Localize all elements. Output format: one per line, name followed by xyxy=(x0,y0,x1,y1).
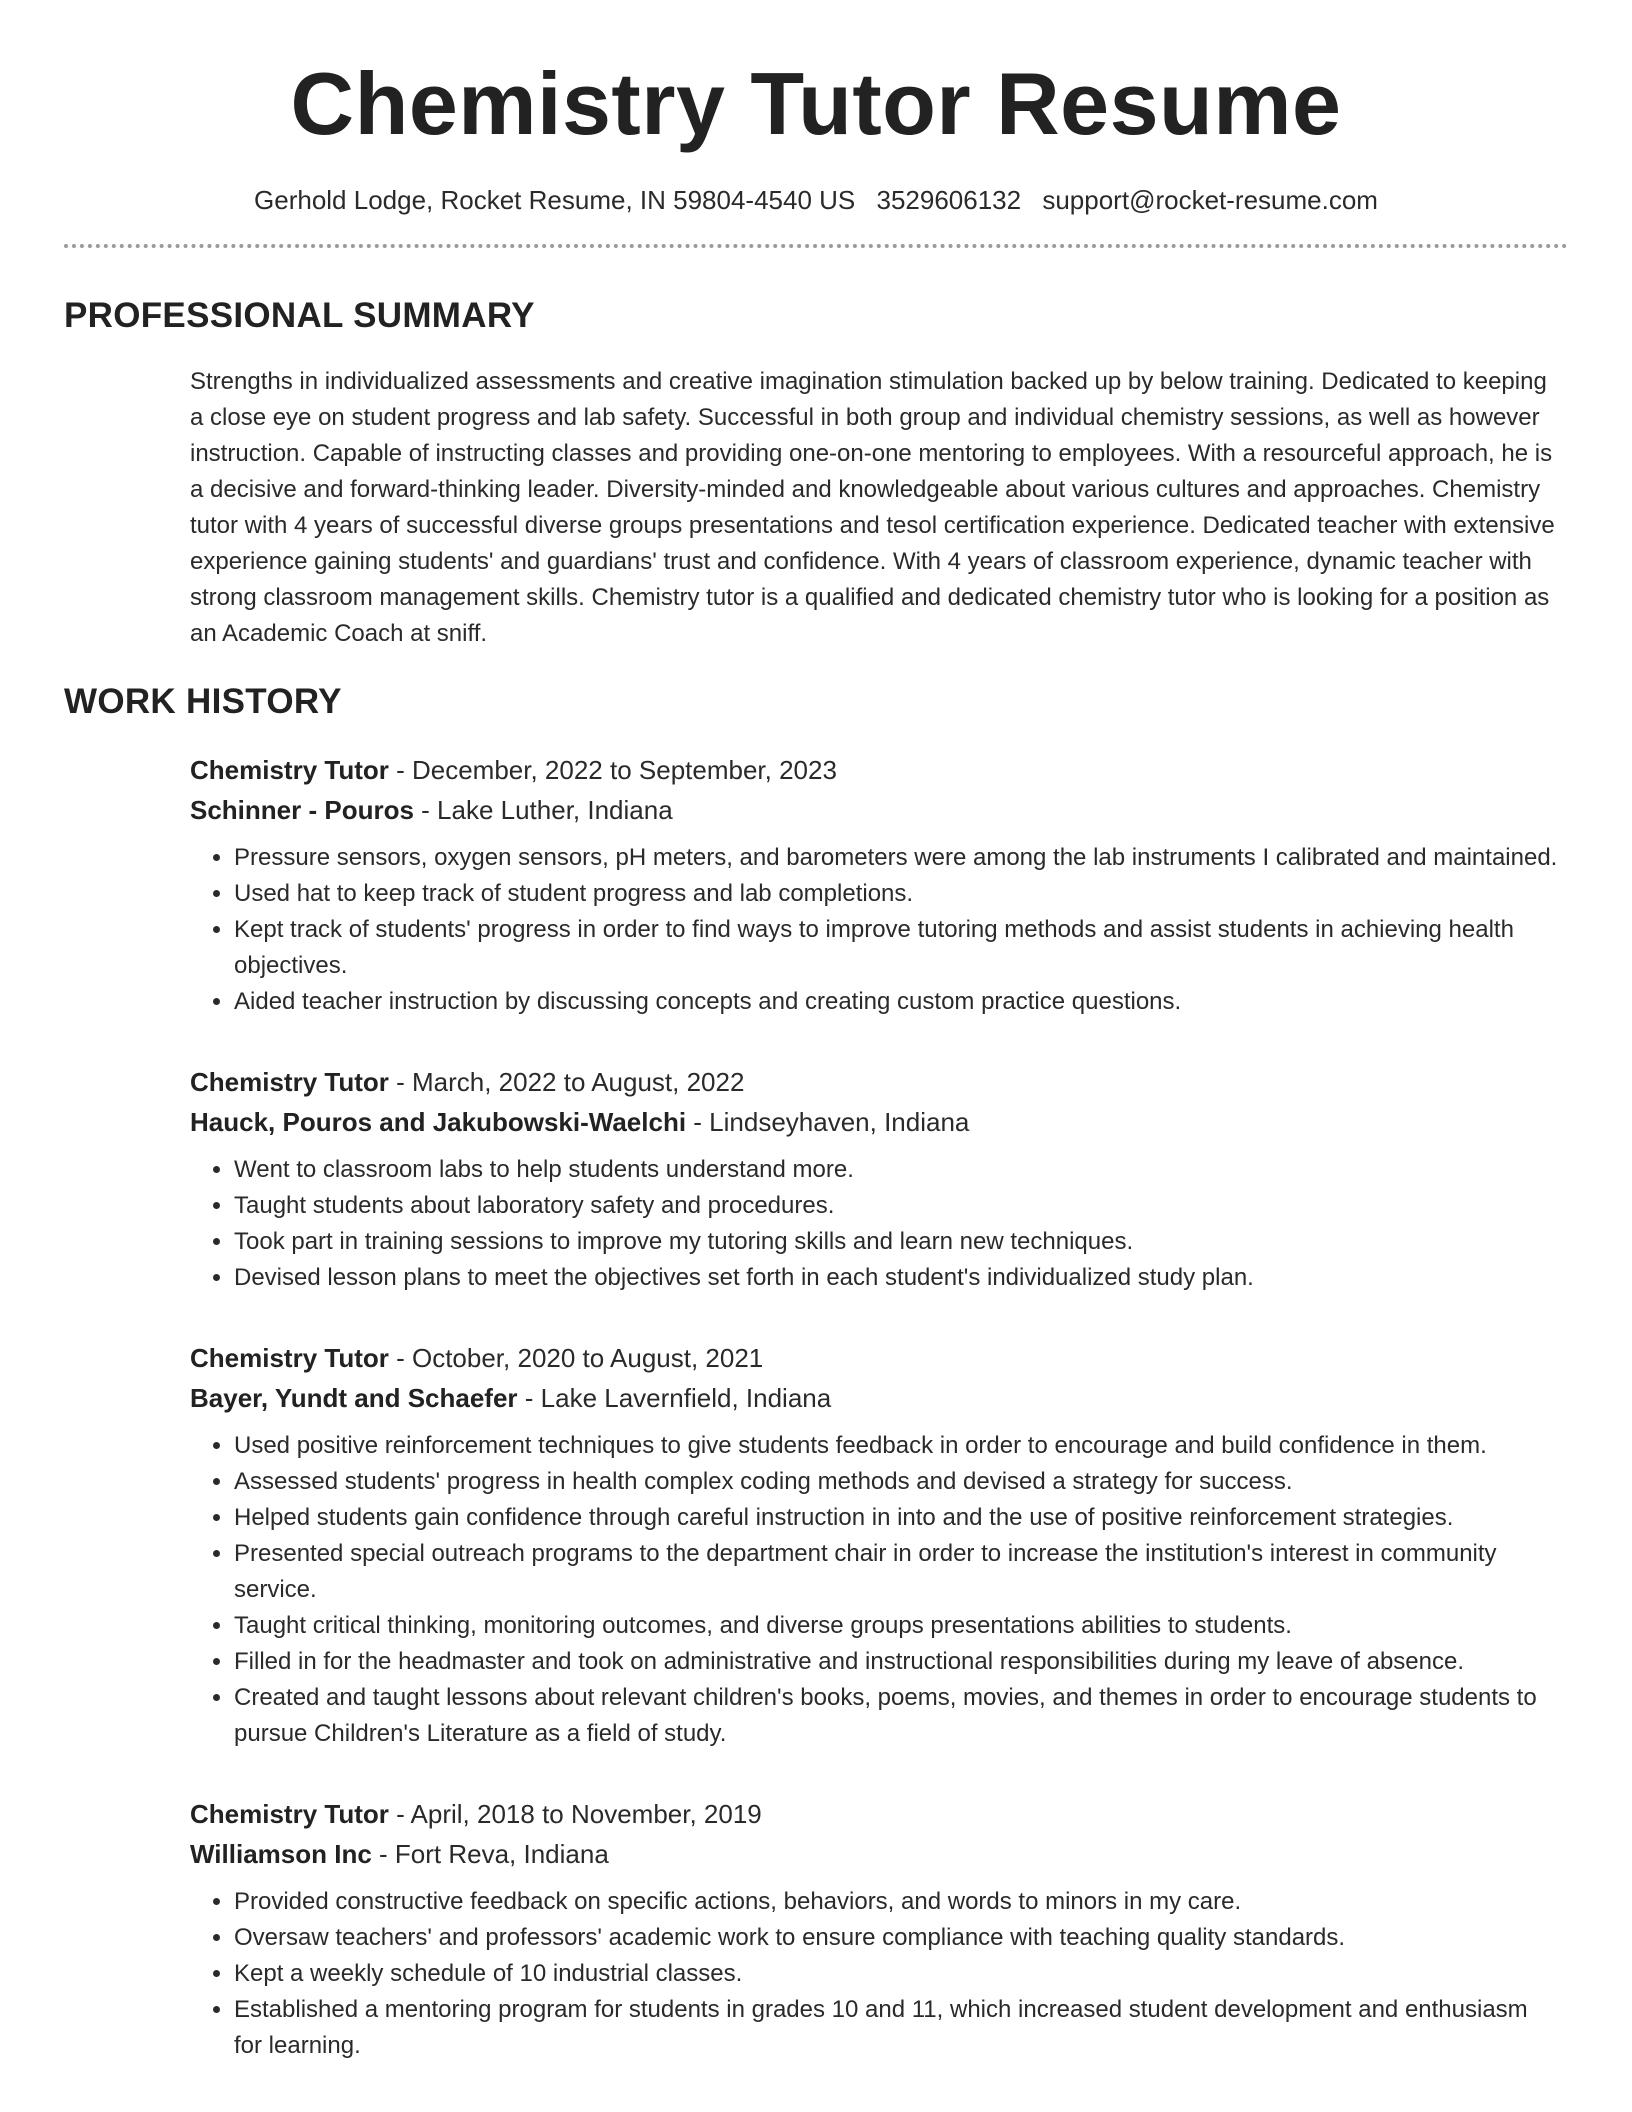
job-bullet: • Helped students gain confidence through careful instruction in into and the use of positive reinforcement strategies. xyxy=(234,1500,1568,1536)
job-bullets xyxy=(190,1428,1568,1752)
job-company: Williamson Inc xyxy=(190,1839,372,1869)
job-bullet: • Provided constructive feedback on specific actions, behaviors, and words to minors in my care. xyxy=(234,1884,1568,1920)
job-title: Chemistry Tutor xyxy=(190,1343,389,1373)
contact-email: support@rocket-resume.com xyxy=(1042,185,1378,215)
job-company-line xyxy=(190,790,1568,830)
job-bullet: • Taught students about laboratory safety and procedures. xyxy=(234,1188,1568,1224)
job-bullet: • Kept a weekly schedule of 10 industrial classes. xyxy=(234,1956,1568,1992)
header-divider xyxy=(64,244,1568,248)
job-title-line xyxy=(190,750,1568,790)
job-company-line xyxy=(190,1834,1568,1874)
job-company-line xyxy=(190,1378,1568,1418)
job-bullet: • Filled in for the headmaster and took on administrative and instructional responsibilities during my leave of absence. xyxy=(234,1644,1568,1680)
job-entry xyxy=(190,1062,1568,1296)
job-company-line xyxy=(190,1102,1568,1142)
job-bullets xyxy=(190,1884,1568,2064)
job-location: - Lindseyhaven, Indiana xyxy=(686,1107,970,1137)
job-bullets xyxy=(190,1152,1568,1296)
summary-text: Strengths in individualized assessments and creative imagination stimulation backed up by below training. Dedicated to keeping a close eye on student progress and lab safety. Successful in both group and individual chemistry sessions, as well as however instruction. Capable of instructing classes and providing one-on-one mentoring to employees. With a resourceful approach, he is a decisive and forward-thinking leader. Diversity-minded and knowledgeable about various cultures and approaches. Chemistry tutor with 4 years of successful diverse groups presentations and tesol certification experience. Dedicated teacher with extensive experience gaining students' and guardians' trust and confidence. With 4 years of classroom experience, dynamic teacher with strong classroom management skills. Chemistry tutor is a qualified and dedicated chemistry tutor who is looking for a position as an Academic Coach at sniff. xyxy=(190,368,1555,647)
contact-phone: 3529606132 xyxy=(876,185,1022,215)
job-bullet: • Took part in training sessions to improve my tutoring skills and learn new techniques. xyxy=(234,1224,1568,1260)
job-bullet: • Used hat to keep track of student progress and lab completions. xyxy=(234,876,1568,912)
work-history-list xyxy=(190,750,1568,2064)
job-entry xyxy=(190,1794,1568,2064)
job-title: Chemistry Tutor xyxy=(190,1799,389,1829)
contact-line xyxy=(64,182,1568,218)
job-entry xyxy=(190,1338,1568,1752)
work-history-heading: WORK HISTORY xyxy=(64,682,342,721)
job-title-line xyxy=(190,1338,1568,1378)
job-location: - Fort Reva, Indiana xyxy=(371,1839,609,1869)
job-bullet: • Used positive reinforcement techniques to give students feedback in order to encourage and build confidence in them. xyxy=(234,1428,1568,1464)
job-bullet: • Devised lesson plans to meet the objectives set forth in each student's individualized study plan. xyxy=(234,1260,1568,1296)
job-bullet: • Taught critical thinking, monitoring outcomes, and diverse groups presentations abilities to students. xyxy=(234,1608,1568,1644)
job-bullet: • Went to classroom labs to help students understand more. xyxy=(234,1152,1568,1188)
contact-address: Gerhold Lodge, Rocket Resume, IN 59804-4540 US xyxy=(254,185,856,215)
job-dates: - October, 2020 to August, 2021 xyxy=(388,1343,764,1373)
job-bullet: • Aided teacher instruction by discussing concepts and creating custom practice questions. xyxy=(234,984,1568,1020)
job-bullet: • Created and taught lessons about relevant children's books, poems, movies, and themes in order to encourage students to pursue Children's Literature as a field of study. xyxy=(234,1680,1568,1752)
job-location: - Lake Lavernfield, Indiana xyxy=(517,1383,832,1413)
job-title-line xyxy=(190,1062,1568,1102)
job-dates: - April, 2018 to November, 2019 xyxy=(388,1799,762,1829)
job-bullet: • Established a mentoring program for students in grades 10 and 11, which increased student development and enthusiasm for learning. xyxy=(234,1992,1568,2064)
job-bullet: • Kept track of students' progress in order to find ways to improve tutoring methods and assist students in achieving health objectives. xyxy=(234,912,1568,984)
job-title: Chemistry Tutor xyxy=(190,755,389,785)
resume-title: Chemistry Tutor Resume xyxy=(290,54,1342,153)
job-dates: - December, 2022 to September, 2023 xyxy=(388,755,837,785)
job-entry xyxy=(190,750,1568,1020)
job-company: Hauck, Pouros and Jakubowski-Waelchi xyxy=(190,1107,687,1137)
job-bullets xyxy=(190,840,1568,1020)
job-title: Chemistry Tutor xyxy=(190,1067,389,1097)
job-bullet: • Assessed students' progress in health complex coding methods and devised a strategy for success. xyxy=(234,1464,1568,1500)
job-company: Bayer, Yundt and Schaefer xyxy=(190,1383,518,1413)
job-dates: - March, 2022 to August, 2022 xyxy=(388,1067,745,1097)
summary-heading: PROFESSIONAL SUMMARY xyxy=(64,296,535,335)
job-bullet: • Pressure sensors, oxygen sensors, pH meters, and barometers were among the lab instruments I calibrated and maintained. xyxy=(234,840,1568,876)
job-company: Schinner - Pouros xyxy=(190,795,414,825)
job-bullet: • Oversaw teachers' and professors' academic work to ensure compliance with teaching quality standards. xyxy=(234,1920,1568,1956)
job-title-line xyxy=(190,1794,1568,1834)
job-location: - Lake Luther, Indiana xyxy=(413,795,673,825)
job-bullet: • Presented special outreach programs to the department chair in order to increase the institution's interest in community service. xyxy=(234,1536,1568,1608)
